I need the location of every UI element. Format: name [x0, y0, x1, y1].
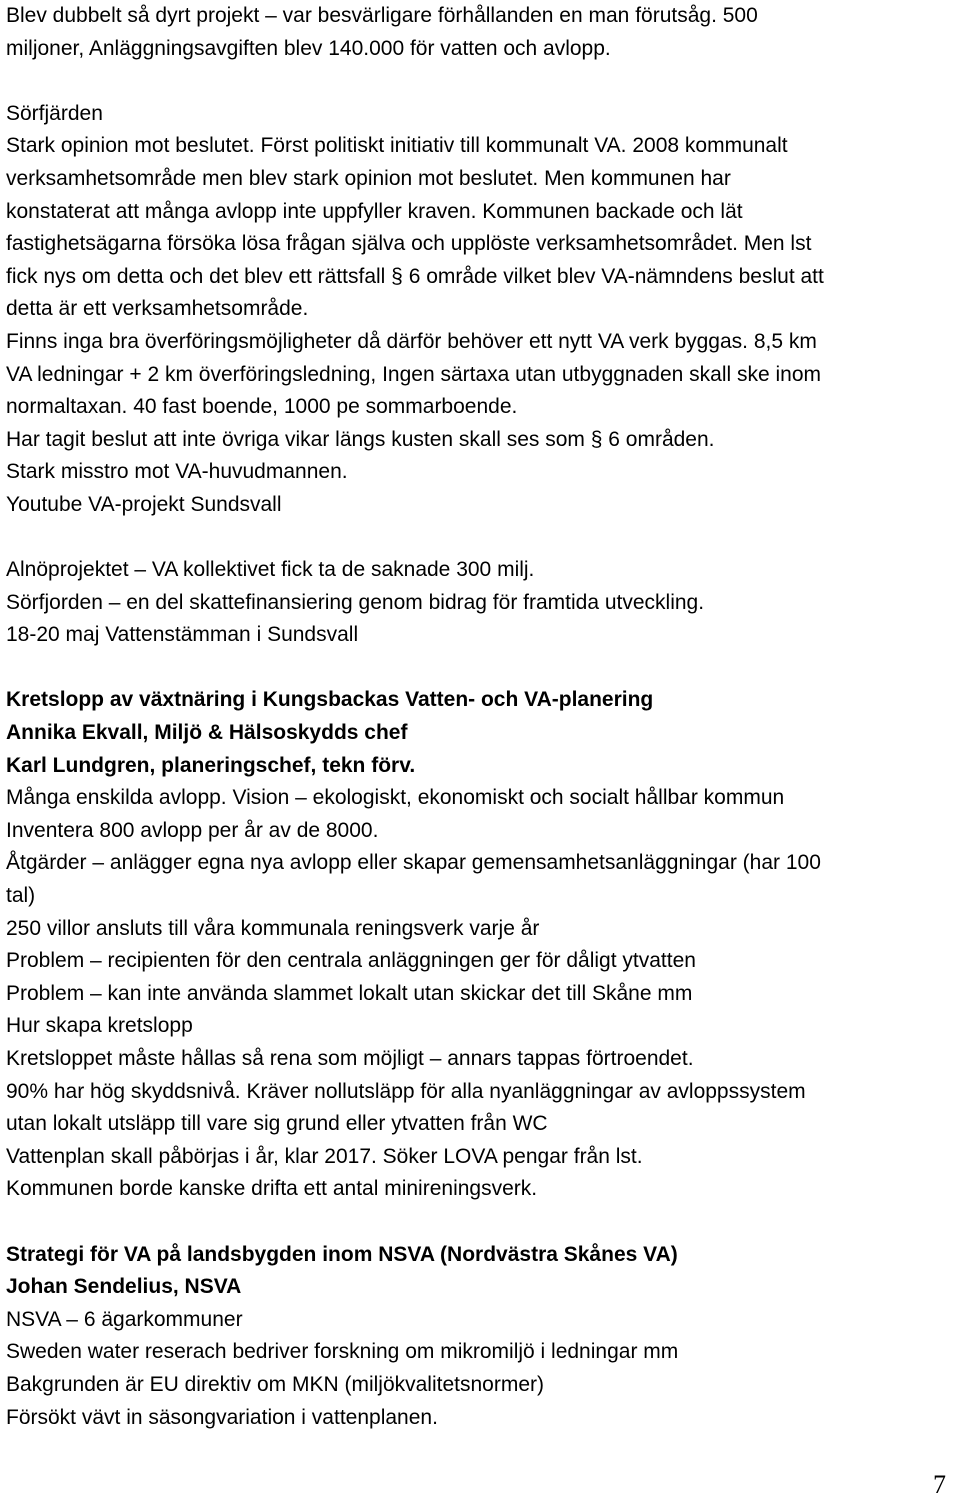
text-line: verksamhetsområde men blev stark opinion mot beslutet. Men kommunen har [6, 166, 731, 190]
blank-line [6, 65, 956, 98]
text-line: utan lokalt utsläpp till vare sig grund eller ytvatten från WC [6, 1112, 548, 1136]
text-line: Kretsloppet måste hållas så rena som möjligt – annars tappas förtroendet. [6, 1047, 694, 1070]
text-line: Sörfjorden – en del skattefinansiering genom bidrag för framtida utveckling. [6, 590, 705, 614]
text-line: NSVA – 6 ägarkommuner [6, 1307, 243, 1331]
text-line: Problem – recipienten för den centrala anläggningen ger för dåligt ytvatten [6, 949, 696, 973]
document-page [6, 0, 956, 1434]
text-line: 90% har hög skyddsnivå. Kräver nollutsläpp för alla nyanläggningar av avloppssystem [6, 1079, 806, 1103]
section-heading: Strategi för VA på landsbygden inom NSVA (Nordvästra Skånes VA) [6, 1242, 678, 1266]
speaker-line: Karl Lundgren, planeringschef, tekn förv. [6, 753, 416, 777]
text-line: Finns inga bra överföringsmöjligheter då därför behöver ett nytt VA verk byggas. 8,5 km [6, 329, 817, 353]
text-line: Försökt vävt in säsongvariation i vattenplanen. [6, 1405, 438, 1429]
section-heading: Sörfjärden [6, 101, 103, 125]
text-line: Vattenplan skall påbörjas i år, klar 2017. Söker LOVA pengar från lst. [6, 1144, 643, 1168]
text-line: VA ledningar + 2 km överföringsledning, Ingen särtaxa utan utbyggnaden skall ske inom [6, 362, 822, 386]
text-line: Problem – kan inte använda slammet lokalt utan skickar det till Skåne mm [6, 981, 693, 1005]
text-line: 18-20 maj Vattenstämman i Sundsvall [6, 623, 359, 647]
blank-line [6, 652, 956, 685]
text-line: normaltaxan. 40 fast boende, 1000 pe sommarboende. [6, 395, 518, 419]
text-line: Har tagit beslut att inte övriga vikar längs kusten skall ses som § 6 områden. [6, 427, 715, 451]
speaker-line: Johan Sendelius, NSVA [6, 1275, 242, 1299]
text-line: Inventera 800 avlopp per år av de 8000. [6, 818, 379, 842]
text-line: Hur skapa kretslopp [6, 1014, 193, 1038]
text-line: fick nys om detta och det blev ett rättsfall § 6 område vilket blev VA-nämndens beslut att [6, 264, 824, 288]
text-line: Många enskilda avlopp. Vision – ekologiskt, ekonomiskt och socialt hållbar kommun [6, 786, 785, 810]
text-line: Bakgrunden är EU direktiv om MKN (miljökvalitetsnormer) [6, 1372, 544, 1396]
text-line: Alnöprojektet – VA kollektivet fick ta de saknade 300 milj. [6, 558, 535, 582]
speaker-line: Annika Ekvall, Miljö & Hälsoskydds chef [6, 721, 408, 745]
text-line: Stark opinion mot beslutet. Först politiskt initiativ till kommunalt VA. 2008 kommunalt [6, 134, 788, 158]
text-line: detta är ett verksamhetsområde. [6, 297, 309, 321]
text-line: Sweden water reserach bedriver forskning om mikromiljö i ledningar mm [6, 1340, 679, 1364]
text-line: Kommunen borde kanske drifta ett antal minireningsverk. [6, 1177, 538, 1201]
text-line: 250 villor ansluts till våra kommunala reningsverk varje år [6, 916, 540, 940]
text-line: Youtube VA-projekt Sundsvall [6, 492, 282, 516]
section-heading: Kretslopp av växtnäring i Kungsbackas Vatten- och VA-planering [6, 688, 654, 712]
text-line: konstaterat att många avlopp inte uppfyller kraven. Kommunen backade och lät [6, 199, 743, 223]
text-line: Blev dubbelt så dyrt projekt – var besvärligare förhållanden en man förutsåg. 500 [6, 4, 758, 27]
text-line: fastighetsägarna försöka lösa frågan själva och upplöste verksamhetsområdet. Men lst [6, 232, 812, 256]
page-number: 7 [933, 1470, 946, 1499]
blank-line [6, 1206, 956, 1239]
text-line: miljoner, Anläggningsavgiften blev 140.000 för vatten och avlopp. [6, 36, 611, 60]
blank-line [6, 522, 956, 555]
text-line: tal) [6, 884, 36, 908]
text-line: Åtgärder – anlägger egna nya avlopp eller skapar gemensamhetsanläggningar (har 100 [6, 851, 821, 875]
text-line: Stark misstro mot VA-huvudmannen. [6, 460, 348, 484]
